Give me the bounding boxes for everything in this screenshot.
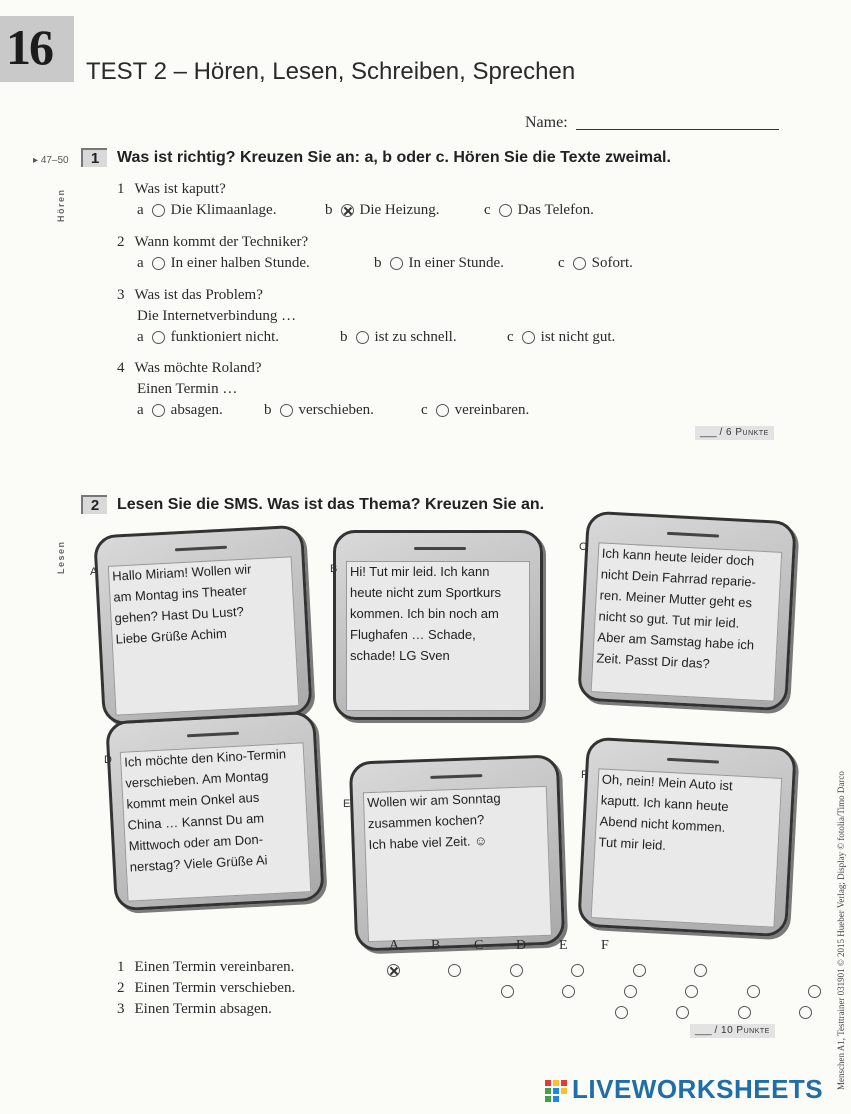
- sms-letter: D: [104, 754, 112, 766]
- grid-row-label: [117, 980, 295, 997]
- audio-track-number: 47–50: [40, 155, 69, 166]
- checked-circle-icon[interactable]: [387, 964, 400, 977]
- circle-checkbox[interactable]: [390, 257, 403, 270]
- circle-checkbox[interactable]: [562, 985, 575, 998]
- question-stem: Einen Termin …: [137, 381, 238, 397]
- copyright-credit: Menschen A1, Testtrainer 031901 © 2015 Hueber Verlag; Display © fotolia/Timo Darco: [836, 771, 846, 1090]
- question-number: 3: [117, 287, 125, 303]
- circle-checkbox[interactable]: [685, 985, 698, 998]
- question-stem: Die Internetverbindung …: [137, 308, 297, 324]
- grid-column-header: A: [389, 938, 400, 953]
- option-text: vereinbaren.: [454, 402, 530, 418]
- question-number: 4: [117, 360, 125, 376]
- sms-text: Oh, nein! Mein Auto ist kaputt. Ich kann heute Abend nicht kommen. Tut mir leid.: [598, 771, 733, 853]
- option-letter: c: [507, 329, 514, 345]
- sms-phone-c: [577, 511, 797, 712]
- row-text: Einen Termin verschieben.: [134, 980, 296, 996]
- option-b[interactable]: [325, 202, 439, 219]
- task1-points[interactable]: [695, 426, 774, 440]
- circle-checkbox[interactable]: [694, 964, 707, 977]
- option-letter: a: [137, 402, 144, 418]
- phone-speaker: [175, 546, 227, 552]
- task2-title: Lesen Sie die SMS. Was ist das Thema? Kreuzen Sie an.: [117, 496, 545, 513]
- row-number: 2: [117, 980, 125, 996]
- circle-checkbox[interactable]: [571, 964, 584, 977]
- grid-row-label: [117, 959, 294, 976]
- brand-logo-icon: [545, 1080, 569, 1102]
- checked-circle-icon[interactable]: [341, 204, 354, 217]
- option-c[interactable]: [484, 202, 594, 219]
- option-letter: b: [325, 202, 333, 218]
- option-letter: c: [484, 202, 491, 218]
- circle-checkbox[interactable]: [501, 985, 514, 998]
- row-number: 1: [117, 959, 125, 975]
- phone-speaker: [667, 758, 719, 764]
- task2-side-label: Lesen: [56, 540, 66, 574]
- circle-checkbox[interactable]: [522, 331, 535, 344]
- circle-checkbox[interactable]: [615, 1006, 628, 1019]
- sms-phone-f: [577, 737, 797, 938]
- option-text: In einer halben Stunde.: [170, 255, 310, 271]
- circle-checkbox[interactable]: [436, 404, 449, 417]
- sms-text: Wollen wir am Sonntag zusammen kochen? Ich habe viel Zeit. ☺: [366, 790, 501, 853]
- option-c[interactable]: [558, 255, 633, 272]
- option-a[interactable]: [137, 402, 223, 419]
- question-3: [117, 287, 263, 304]
- circle-checkbox[interactable]: [152, 204, 165, 217]
- phone-speaker: [667, 532, 719, 538]
- circle-checkbox[interactable]: [152, 257, 165, 270]
- option-text: Das Telefon.: [517, 202, 594, 218]
- circle-checkbox[interactable]: [152, 331, 165, 344]
- points-label: / 10 Punkte: [714, 1025, 770, 1036]
- circle-checkbox[interactable]: [573, 257, 586, 270]
- logo-square: [561, 1080, 567, 1086]
- unit-number: 16: [6, 19, 52, 75]
- phone-speaker: [414, 547, 466, 550]
- logo-square: [545, 1088, 551, 1094]
- sms-phone-a: [93, 525, 313, 726]
- phone-speaker: [430, 774, 482, 779]
- task1-number: 1: [81, 148, 107, 167]
- grid-column-header: E: [559, 938, 568, 953]
- name-field[interactable]: [576, 129, 779, 130]
- row-text: Einen Termin vereinbaren.: [134, 959, 295, 975]
- name-label: Name:: [525, 114, 568, 131]
- grid-column-header: D: [516, 938, 527, 953]
- option-text: funktioniert nicht.: [170, 329, 279, 345]
- option-text: Die Klimaanlage.: [170, 202, 277, 218]
- sms-phone-e: [349, 754, 566, 951]
- option-text: ist nicht gut.: [540, 329, 616, 345]
- sms-letter: E: [343, 798, 351, 810]
- row-text: Einen Termin absagen.: [134, 1001, 272, 1017]
- grid-row-label: [117, 1001, 272, 1018]
- grid-column-header: B: [431, 938, 441, 953]
- sms-text: Hi! Tut mir leid. Ich kann heute nicht zum Sportkurs kommen. Ich bin noch am Flughafen … Schade, schade! LG Sven: [350, 564, 502, 663]
- option-text: absagen.: [170, 402, 223, 418]
- option-text: verschieben.: [298, 402, 374, 418]
- option-text: ist zu schnell.: [374, 329, 457, 345]
- question-text: Was ist das Problem?: [134, 287, 263, 303]
- question-text: Was möchte Roland?: [134, 360, 262, 376]
- option-text: In einer Stunde.: [408, 255, 504, 271]
- circle-checkbox[interactable]: [738, 1006, 751, 1019]
- audio-track-label: [33, 155, 69, 166]
- option-text: Sofort.: [591, 255, 633, 271]
- points-blank[interactable]: ___: [700, 427, 717, 438]
- task1-side-label: Hören: [56, 188, 66, 222]
- circle-checkbox[interactable]: [499, 204, 512, 217]
- option-b[interactable]: [374, 255, 504, 272]
- row-number: 3: [117, 1001, 125, 1017]
- option-a[interactable]: [137, 202, 276, 219]
- option-letter: b: [340, 329, 348, 345]
- sms-letter: F: [581, 769, 588, 781]
- sms-phone-d: [105, 711, 325, 912]
- logo-square: [553, 1080, 559, 1086]
- logo-square: [553, 1096, 559, 1102]
- points-blank[interactable]: ___: [695, 1025, 712, 1036]
- option-letter: b: [374, 255, 382, 271]
- option-c[interactable]: [507, 329, 615, 346]
- question-4: [117, 360, 262, 377]
- option-b[interactable]: [340, 329, 457, 346]
- play-icon: ▸: [33, 155, 39, 166]
- circle-checkbox[interactable]: [676, 1006, 689, 1019]
- sms-text: Ich kann heute leider doch nicht Dein Fahrrad reparie- ren. Meiner Mutter geht es nicht so gut. Tut mir leid. Aber am Samstag habe ich Zeit. Passt Dir das?: [596, 545, 757, 672]
- logo-square: [553, 1088, 559, 1094]
- task2-points[interactable]: [690, 1024, 775, 1038]
- sms-letter: A: [90, 566, 98, 578]
- option-letter: c: [558, 255, 565, 271]
- question-text: Wann kommt der Techniker?: [134, 234, 309, 250]
- sms-text: Ich möchte den Kino-Termin verschieben. Am Montag kommt mein Onkel aus China … Kannst Du am Mittwoch oder am Don- nerstag? Viele Grüße Ai: [123, 746, 287, 875]
- circle-checkbox[interactable]: [747, 985, 760, 998]
- sms-letter: C: [579, 541, 587, 553]
- option-letter: a: [137, 202, 144, 218]
- logo-square: [561, 1088, 567, 1094]
- circle-checkbox[interactable]: [152, 404, 165, 417]
- circle-checkbox[interactable]: [799, 1006, 812, 1019]
- question-text: Was ist kaputt?: [134, 181, 226, 197]
- option-letter: b: [264, 402, 272, 418]
- option-letter: a: [137, 329, 144, 345]
- logo-square: [545, 1080, 551, 1086]
- sms-text: Hallo Miriam! Wollen wir am Montag ins Theater gehen? Hast Du Lust? Liebe Grüße Achim: [111, 561, 252, 647]
- logo-square: [545, 1096, 551, 1102]
- circle-checkbox[interactable]: [280, 404, 293, 417]
- points-label: / 6 Punkte: [719, 427, 769, 438]
- phone-speaker: [187, 732, 239, 738]
- task2-number: 2: [81, 495, 107, 514]
- circle-checkbox[interactable]: [356, 331, 369, 344]
- grid-column-header: F: [601, 938, 609, 953]
- sms-phone-b: [333, 530, 543, 720]
- circle-checkbox[interactable]: [633, 964, 646, 977]
- page-title: TEST 2 – Hören, Lesen, Schreiben, Sprechen: [86, 58, 576, 85]
- option-letter: c: [421, 402, 428, 418]
- option-text: Die Heizung.: [359, 202, 440, 218]
- circle-checkbox[interactable]: [624, 985, 637, 998]
- option-letter: a: [137, 255, 144, 271]
- circle-checkbox[interactable]: [448, 964, 461, 977]
- circle-checkbox[interactable]: [808, 985, 821, 998]
- sms-letter: B: [330, 563, 338, 575]
- question-number: 1: [117, 181, 125, 197]
- task1-title: Was ist richtig? Kreuzen Sie an: a, b oder c. Hören Sie die Texte zweimal.: [117, 149, 671, 166]
- question-2: [117, 234, 308, 251]
- option-b[interactable]: [264, 402, 374, 419]
- brand-wordmark[interactable]: LIVEWORKSHEETS: [572, 1074, 824, 1104]
- grid-column-header: C: [474, 938, 484, 953]
- circle-checkbox[interactable]: [510, 964, 523, 977]
- option-c[interactable]: [421, 402, 529, 419]
- option-a[interactable]: [137, 255, 310, 272]
- question-1: [117, 181, 226, 198]
- question-number: 2: [117, 234, 125, 250]
- option-a[interactable]: [137, 329, 279, 346]
